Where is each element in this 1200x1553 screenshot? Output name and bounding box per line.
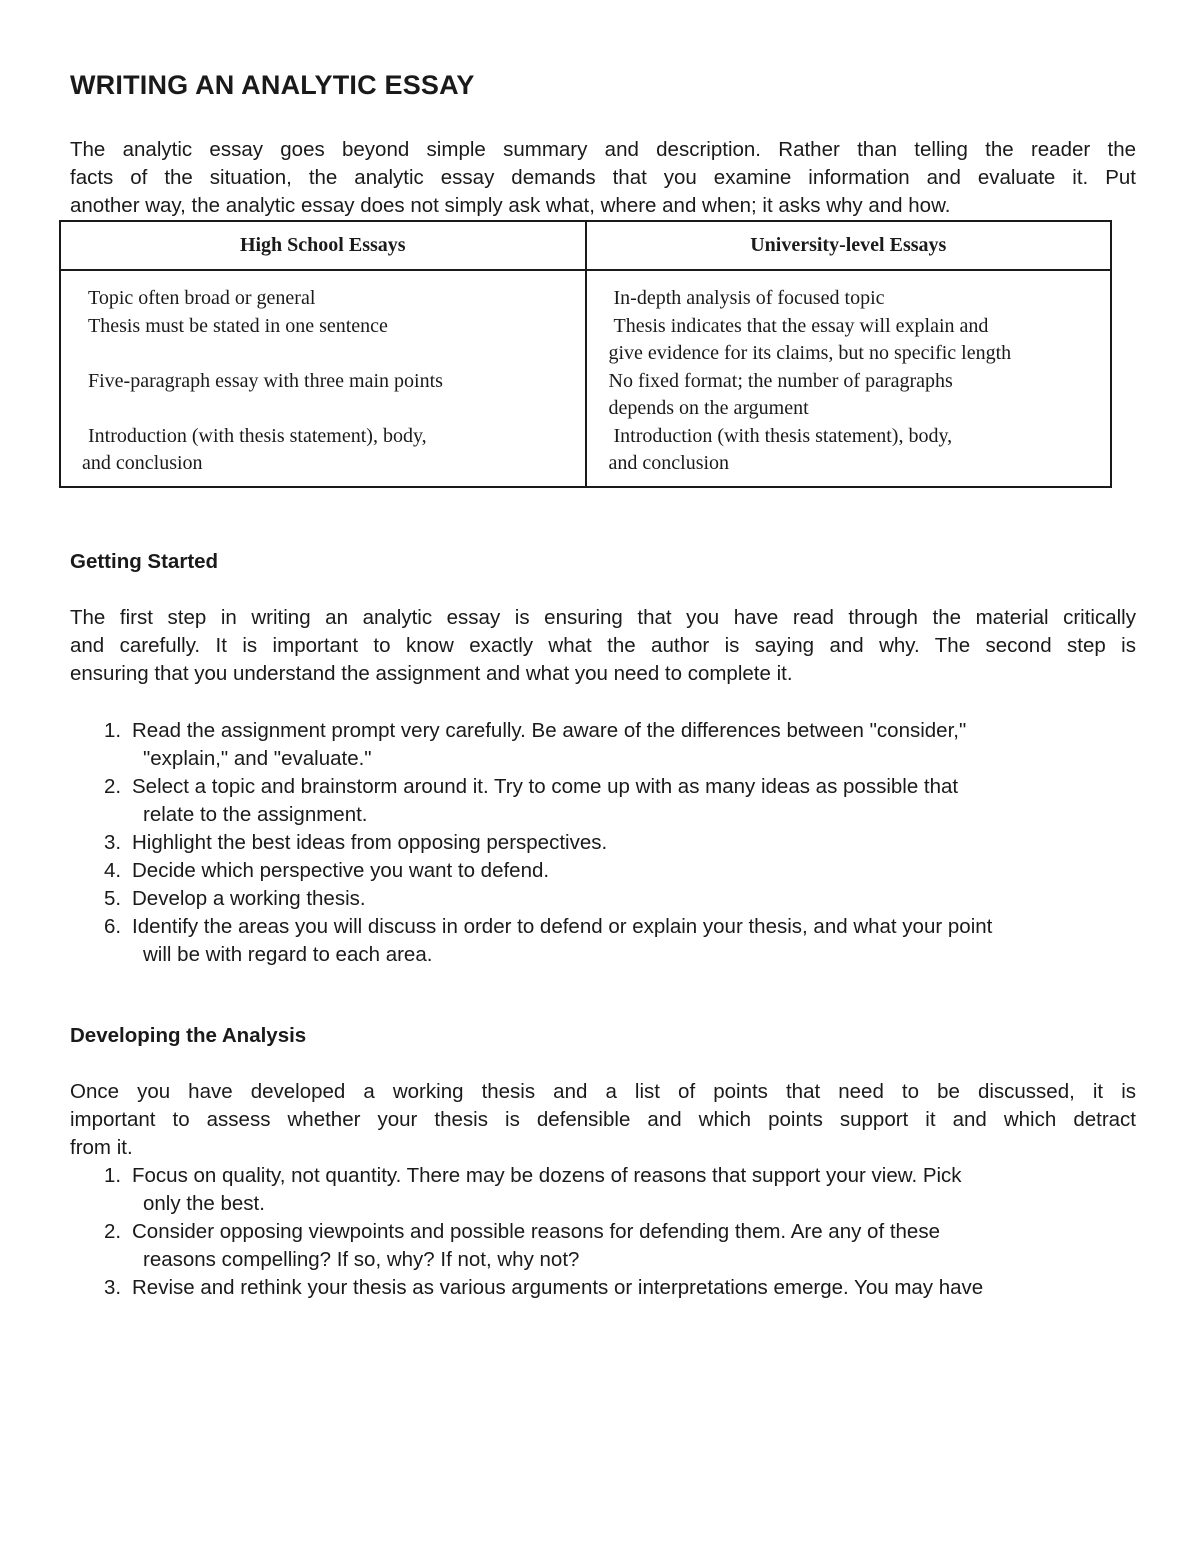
list-item-continuation: relate to the assignment. [143,803,368,826]
list-item [70,857,1136,885]
list-item [70,1274,1136,1302]
high-school-cell [60,270,586,487]
university-point: Thesis indicates that the essay will explain and [613,314,989,337]
list-item [70,1162,1136,1218]
list-item-text: Decide which perspective you want to defend. [132,859,550,882]
intro-line: another way, the analytic essay does not simply ask what, where and when; it asks why and how. [70,194,951,217]
list-number: 5. [104,887,122,910]
high-school-point: Five-paragraph essay with three main points [88,369,443,392]
list-number: 4. [104,859,122,882]
list-item [70,829,1136,857]
list-item [70,885,1136,913]
paragraph-line: and carefully. It is important to know exactly what the author is saying and why. The second step is [70,634,1136,657]
paragraph-line: The first step in writing an analytic essay is ensuring that you have read through the material critically [70,606,1136,629]
list-number: 2. [104,1220,122,1243]
high-school-point: and conclusion [82,452,203,474]
list-number: 1. [104,719,122,742]
university-point: depends on the argument [608,397,809,419]
table-row [60,270,1111,487]
intro-line: facts of the situation, the analytic essay demands that you examine information and evaluate it. Put [70,166,1136,189]
high-school-point: Introduction (with thesis statement), body, [88,424,427,447]
developing-paragraph [70,1078,1136,1162]
list-item-continuation: will be with regard to each area. [143,943,433,966]
university-cell [586,270,1112,487]
paragraph-line: from it. [70,1136,133,1159]
list-item-text: Highlight the best ideas from opposing perspectives. [132,831,608,854]
university-point: No fixed format; the number of paragraphs [608,369,953,392]
header-university: University-level Essays [586,221,1112,270]
list-item [70,717,1136,773]
paragraph-line: ensuring that you understand the assignment and what you need to complete it. [70,662,793,685]
page-title: WRITING AN ANALYTIC ESSAY [70,70,475,100]
university-point: In-depth analysis of focused topic [613,287,885,309]
list-item-text: Read the assignment prompt very carefully. Be aware of the differences between "consider," [132,719,967,742]
header-high-school: High School Essays [60,221,586,270]
university-point: give evidence for its claims, but no specific length [608,342,1012,364]
list-number: 6. [104,915,122,938]
high-school-point: Topic often broad or general [88,287,316,309]
list-item-text: Revise and rethink your thesis as various arguments or interpretations emerge. You may have [132,1276,984,1299]
university-point: and conclusion [608,452,730,474]
paragraph-line: Once you have developed a working thesis and a list of points that need to be discussed, it is [70,1080,1136,1103]
getting-started-steps [70,717,1136,969]
paragraph-line: important to assess whether your thesis is defensible and which points support it and which detract [70,1108,1136,1131]
list-number: 3. [104,831,122,854]
list-number: 2. [104,775,122,798]
list-item-continuation: "explain," and "evaluate." [143,747,372,770]
high-school-point: Thesis must be stated in one sentence [88,314,388,337]
list-item-text: Consider opposing viewpoints and possible reasons for defending them. Are any of these [132,1220,940,1243]
list-number: 1. [104,1164,122,1187]
section-heading-getting-started: Getting Started [70,550,219,573]
university-point: Introduction (with thesis statement), body, [613,424,953,447]
getting-started-paragraph [70,604,1136,688]
table-header-row [60,221,1111,270]
intro-paragraph [70,136,1136,220]
list-item-text: Select a topic and brainstorm around it. Try to come up with as many ideas as possible that [132,775,959,798]
list-item-text: Develop a working thesis. [132,887,366,910]
list-number: 3. [104,1276,122,1299]
list-item-text: Identify the areas you will discuss in order to defend or explain your thesis, and what your point [132,915,993,938]
developing-steps [70,1162,1136,1302]
list-item-text: Focus on quality, not quantity. There may be dozens of reasons that support your view. Pick [132,1164,962,1187]
intro-line: The analytic essay goes beyond simple summary and description. Rather than telling the reader the [70,138,1136,161]
section-heading-developing-analysis: Developing the Analysis [70,1024,307,1047]
list-item-continuation: only the best. [143,1192,265,1215]
list-item [70,913,1136,969]
list-item [70,1218,1136,1274]
comparison-table [59,220,1112,488]
list-item-continuation: reasons compelling? If so, why? If not, why not? [143,1248,580,1271]
list-item [70,773,1136,829]
